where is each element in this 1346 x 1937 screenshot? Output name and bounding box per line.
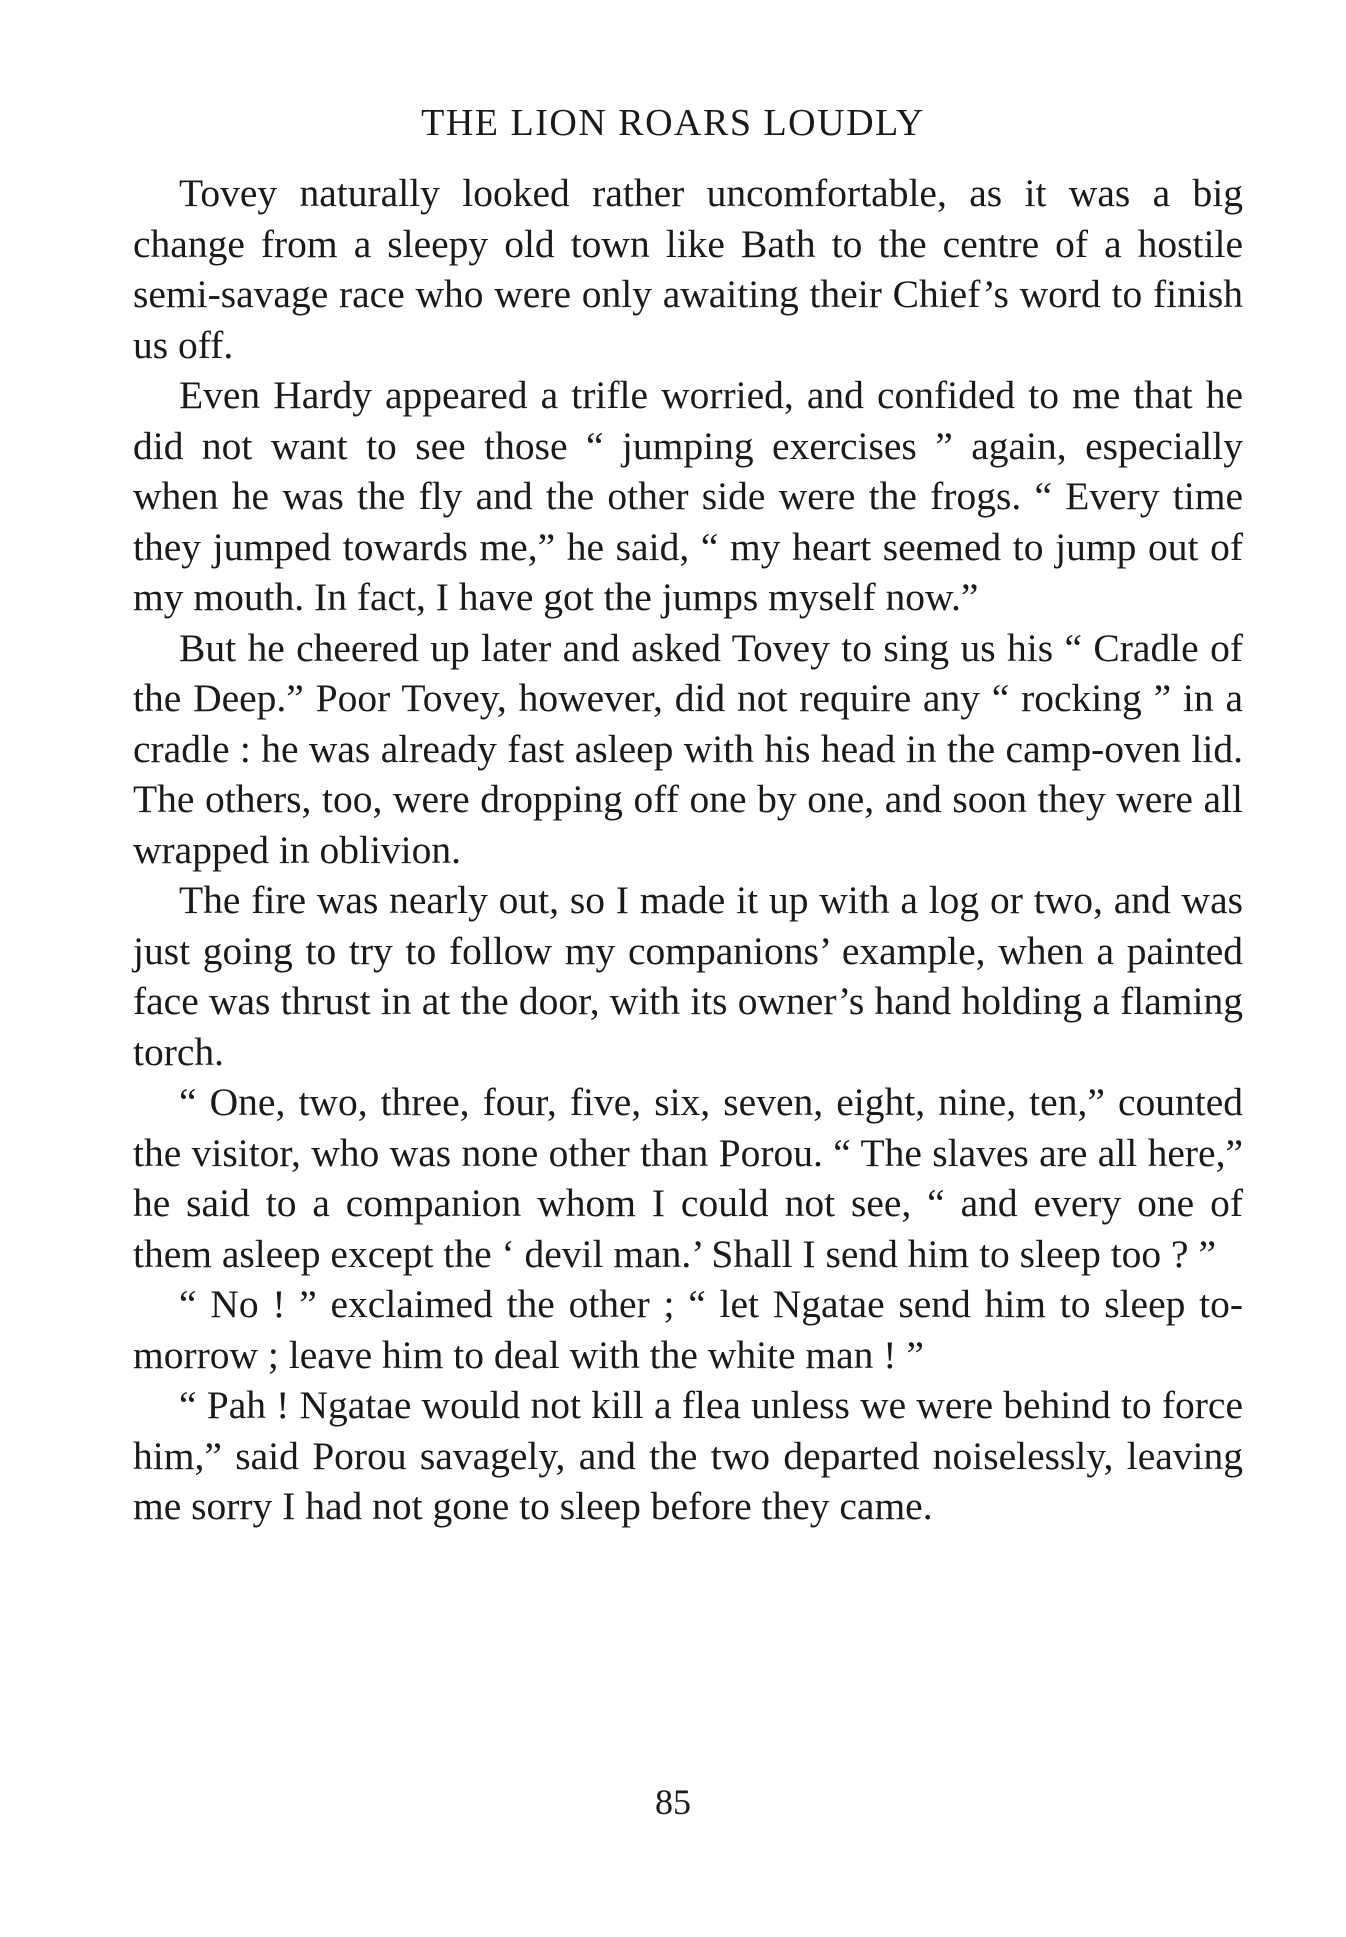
paragraph: But he cheered up later and asked Tovey to sing us his “ Cradle of the Deep.” Poor Tovey, however, did not require any “ rocking ” in a cradle : he was already fast asleep with his head in the camp-oven lid. The others, too, were dropping off one by one, and soon they were all wrapped in oblivion. [133,625,1243,872]
paragraph: Even Hardy appeared a trifle worried, and confided to me that he did not want to see those “ jumping exercises ” again, especially when he was the fly and the other side were the frogs. “ Every time they jumped towards me,” he said, “ my heart seemed to jump out of my mouth. In fact, I have got the jumps myself now.” [133,373,1243,619]
page-number: 85 [655,1782,691,1822]
paragraph: “ Pah ! Ngatae would not kill a flea unless we were behind to force him,” said Porou savagely, and the two departed noiselessly, leaving me sorry I had not gone to sleep before they came. [133,1383,1243,1528]
paragraph: Tovey naturally looked rather uncomfortable, as it was a big change from a sleepy old town like Bath to the centre of a hostile semi-savage race who were only awaiting their Chief’s word to finish us off. [133,171,1243,367]
body-text [133,168,1243,1532]
paragraph: The fire was nearly out, so I made it up with a log or two, and was just going to try to follow my companions’ example, when a painted face was thrust in at the door, with its owner’s hand holding a flaming torch. [133,878,1243,1074]
paragraph: “ No ! ” exclaimed the other ; “ let Ngatae send him to sleep to-morrow ; leave him to deal with the white man ! ” [133,1282,1243,1377]
paragraph: “ One, two, three, four, five, six, seven, eight, nine, ten,” counted the visitor, who was none other than Porou. “ The slaves are all here,” he said to a companion whom I could not see, “ and every one of them asleep except the ‘ devil man.’ Shall I send him to sleep too ? ” [133,1080,1243,1276]
running-head: THE LION ROARS LOUDLY [421,102,925,144]
